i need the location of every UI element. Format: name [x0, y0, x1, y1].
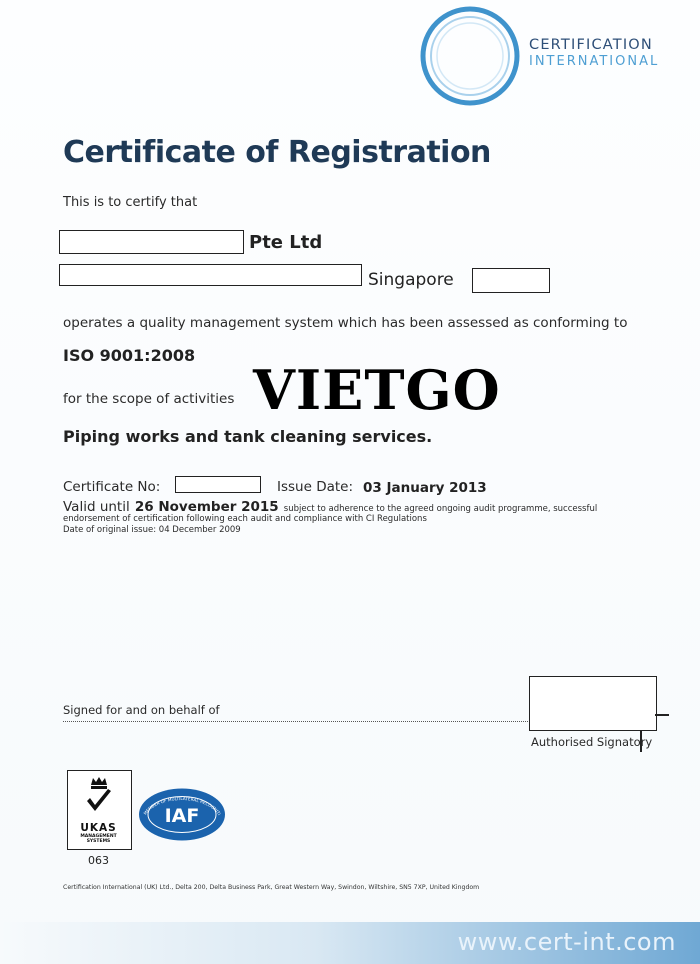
footer-website-url[interactable]: www.cert-int.com: [457, 928, 676, 956]
redacted-signature-box: [529, 676, 657, 731]
vietgo-watermark: VIETGO: [253, 358, 501, 422]
authorised-signatory-label: Authorised Signatory: [531, 735, 653, 749]
signature-dotted-line: [63, 721, 530, 722]
signed-for-text: Signed for and on behalf of: [63, 703, 220, 717]
company-suffix: Pte Ltd: [249, 232, 323, 253]
valid-subject-text: subject to adherence to the agreed ongoing audit programme, successful: [283, 504, 598, 514]
company-city: Singapore: [368, 270, 454, 290]
valid-until-label: Valid until: [63, 499, 130, 515]
iaf-ring-text: MEMBER OF MULTILATERAL RECOGNITI: [142, 796, 222, 817]
valid-until-date: 26 November 2015: [134, 499, 279, 515]
certify-text: This is to certify that: [63, 195, 198, 210]
endorsement-text: endorsement of certification following each audit and compliance with CI Regulations: [63, 514, 427, 524]
redacted-address-box: [59, 264, 362, 286]
ukas-sub-line-1: MANAGEMENT: [80, 834, 117, 839]
iaf-label: IAF: [164, 805, 200, 827]
ukas-sub-line-2: SYSTEMS: [86, 839, 111, 844]
operates-text: operates a quality management system which has been assessed as conforming to: [63, 315, 628, 331]
standard-name: ISO 9001:2008: [63, 346, 196, 365]
ukas-sub-label: [67, 834, 130, 844]
issuer-address: Certification International (UK) Ltd., Delta 200, Delta Business Park, Great Western Way, Swindon, Wiltshire, SN5 7XP, United Kingdom: [63, 884, 480, 891]
scope-label: for the scope of activities: [63, 391, 235, 407]
iaf-logo-icon: [137, 787, 227, 842]
certificate-title: Certificate of Registration: [63, 135, 491, 170]
certificate-number-label: Certificate No:: [63, 479, 161, 495]
redacted-certificate-number-box: [175, 476, 261, 493]
valid-until-line: [63, 496, 597, 515]
certification-international-logo-icon: [418, 4, 522, 108]
ukas-crown-tick-icon: [82, 775, 116, 821]
issue-date-value: 03 January 2013: [363, 480, 487, 496]
signature-stroke: [655, 714, 669, 716]
original-issue-date: Date of original issue: 04 December 2009: [63, 525, 241, 535]
redacted-postcode-box: [472, 268, 550, 293]
logo-line-2: INTERNATIONAL: [529, 54, 660, 69]
issue-date-label: Issue Date:: [277, 479, 354, 495]
redacted-company-name-box: [59, 230, 244, 254]
ukas-label: UKAS: [80, 822, 117, 834]
logo-line-1: CERTIFICATION: [529, 37, 653, 53]
scope-of-activities: Piping works and tank cleaning services.: [63, 427, 433, 446]
ukas-number: 063: [88, 854, 109, 867]
